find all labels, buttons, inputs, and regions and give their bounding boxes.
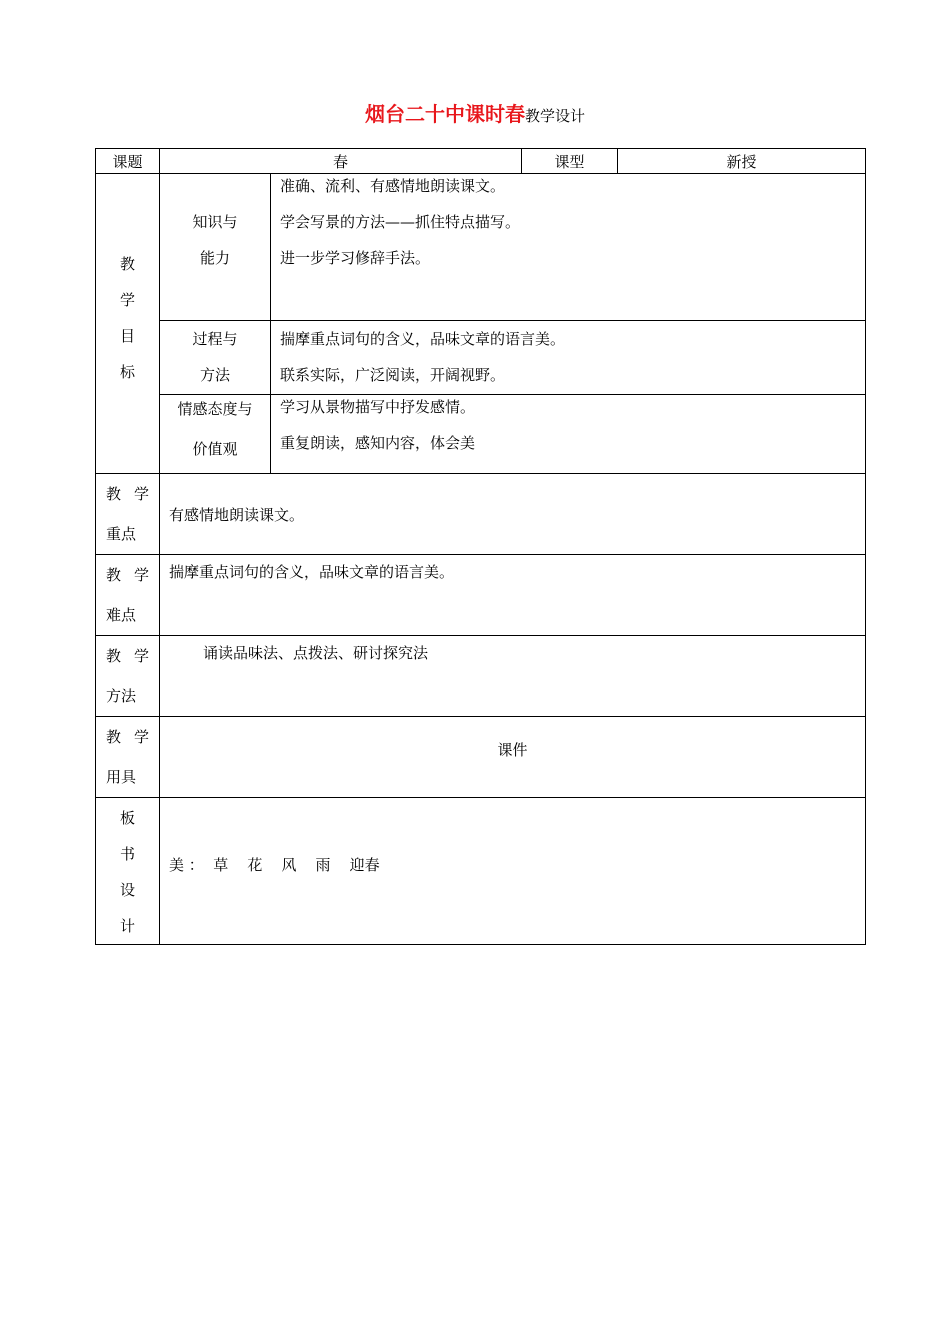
- emotion-label: [160, 389, 270, 469]
- process-content-cell: [271, 321, 866, 395]
- yongju-content: 课件: [497, 741, 528, 759]
- label-keti: 课题: [96, 149, 160, 174]
- yongju-label-char: 学: [133, 728, 149, 746]
- title-red: 烟台二十中课时春: [364, 102, 525, 126]
- yongju-label-char: 教: [106, 728, 122, 746]
- objectives-label: [96, 174, 159, 390]
- nandian-label: [96, 555, 159, 635]
- nandian-label-char: 学: [133, 566, 149, 584]
- fangfa-label-char: 学: [133, 647, 149, 665]
- yongju-label: [96, 717, 159, 797]
- label-kexing: 课型: [522, 149, 618, 174]
- nandian-row: [96, 555, 866, 636]
- knowledge-item: 准确、流利、有感情地朗读课文。: [280, 177, 506, 195]
- zhongdian-label-char: 教: [106, 485, 122, 503]
- yongju-row: [96, 717, 866, 798]
- knowledge-item: 学会写景的方法——抓住特点描写。: [280, 213, 521, 231]
- banshu-content-cell: [160, 798, 866, 945]
- yongju-label-word: 用具: [106, 768, 137, 786]
- zhongdian-label-char: 学: [133, 485, 149, 503]
- fangfa-label-char: 教: [106, 647, 122, 665]
- yongju-content-cell: [160, 717, 866, 798]
- process-item: 联系实际，广泛阅读，开阔视野。: [280, 366, 506, 384]
- emotion-label-line: 情感态度与: [177, 400, 253, 418]
- process-items: [271, 321, 865, 393]
- fangfa-label-word: 方法: [106, 687, 137, 705]
- banshu-content: 美 ： 草 花 风 雨 迎春: [169, 855, 380, 874]
- process-label: [160, 321, 270, 393]
- document-title: [0, 98, 950, 127]
- objective-row-process: [96, 321, 866, 395]
- nandian-label-cell: [96, 555, 160, 636]
- objectives-label-char: 标: [119, 363, 135, 381]
- nandian-content-cell: [160, 555, 866, 636]
- keti-value: 春: [160, 149, 522, 174]
- knowledge-item: 进一步学习修辞手法。: [280, 249, 431, 267]
- process-label-line: 过程与: [192, 330, 238, 348]
- banshu-label-cell: [96, 798, 160, 945]
- emotion-label-line: 价值观: [192, 440, 238, 458]
- knowledge-label: [160, 174, 270, 276]
- emotion-items: [271, 389, 865, 461]
- banshu-label: [96, 798, 159, 944]
- emotion-item: 学习从景物描写中抒发感情。: [280, 398, 476, 416]
- objectives-label-char: 学: [119, 291, 135, 309]
- zhongdian-label-cell: [96, 474, 160, 555]
- nandian-content: 揣摩重点词句的含义，品味文章的语言美。: [169, 563, 455, 581]
- banshu-label-char: 设: [119, 881, 135, 899]
- yongju-label-cell: [96, 717, 160, 798]
- knowledge-label-cell: [160, 174, 271, 321]
- process-label-cell: [160, 321, 271, 395]
- knowledge-content-cell: [271, 174, 866, 321]
- emotion-item: 重复朗读，感知内容，体会美: [280, 434, 476, 452]
- banshu-label-char: 板: [119, 809, 135, 827]
- nandian-label-char: 教: [106, 566, 122, 584]
- zhongdian-label: [96, 474, 159, 554]
- kexing-value: 新授: [618, 149, 866, 174]
- objective-row-emotion: [96, 395, 866, 474]
- title-suffix: 教学设计: [524, 107, 585, 125]
- objective-row-knowledge: [96, 174, 866, 321]
- banshu-label-char: 计: [119, 917, 135, 935]
- process-label-line: 方法: [199, 366, 230, 384]
- knowledge-label-line: 知识与: [192, 213, 238, 231]
- process-item: 揣摩重点词句的含义，品味文章的语言美。: [280, 330, 566, 348]
- zhongdian-label-word: 重点: [106, 525, 137, 543]
- emotion-label-cell: [160, 395, 271, 474]
- objectives-label-char: 教: [119, 255, 135, 273]
- knowledge-label-line: 能力: [199, 249, 230, 267]
- fangfa-label-cell: [96, 636, 160, 717]
- fangfa-content: 诵读品味法、点拨法、研讨探究法: [203, 644, 429, 662]
- fangfa-row: [96, 636, 866, 717]
- objectives-label-char: 目: [119, 327, 135, 345]
- zhongdian-content-cell: [160, 474, 866, 555]
- fangfa-label: [96, 636, 159, 716]
- lesson-plan-table: [95, 148, 866, 945]
- knowledge-items: [271, 168, 865, 276]
- zhongdian-content: 有感情地朗读课文。: [169, 505, 305, 524]
- banshu-row: [96, 798, 866, 945]
- objectives-label-cell: [96, 174, 160, 474]
- zhongdian-row: [96, 474, 866, 555]
- fangfa-content-cell: [160, 636, 866, 717]
- nandian-label-word: 难点: [106, 606, 137, 624]
- emotion-content-cell: [271, 395, 866, 474]
- banshu-label-char: 书: [119, 845, 135, 863]
